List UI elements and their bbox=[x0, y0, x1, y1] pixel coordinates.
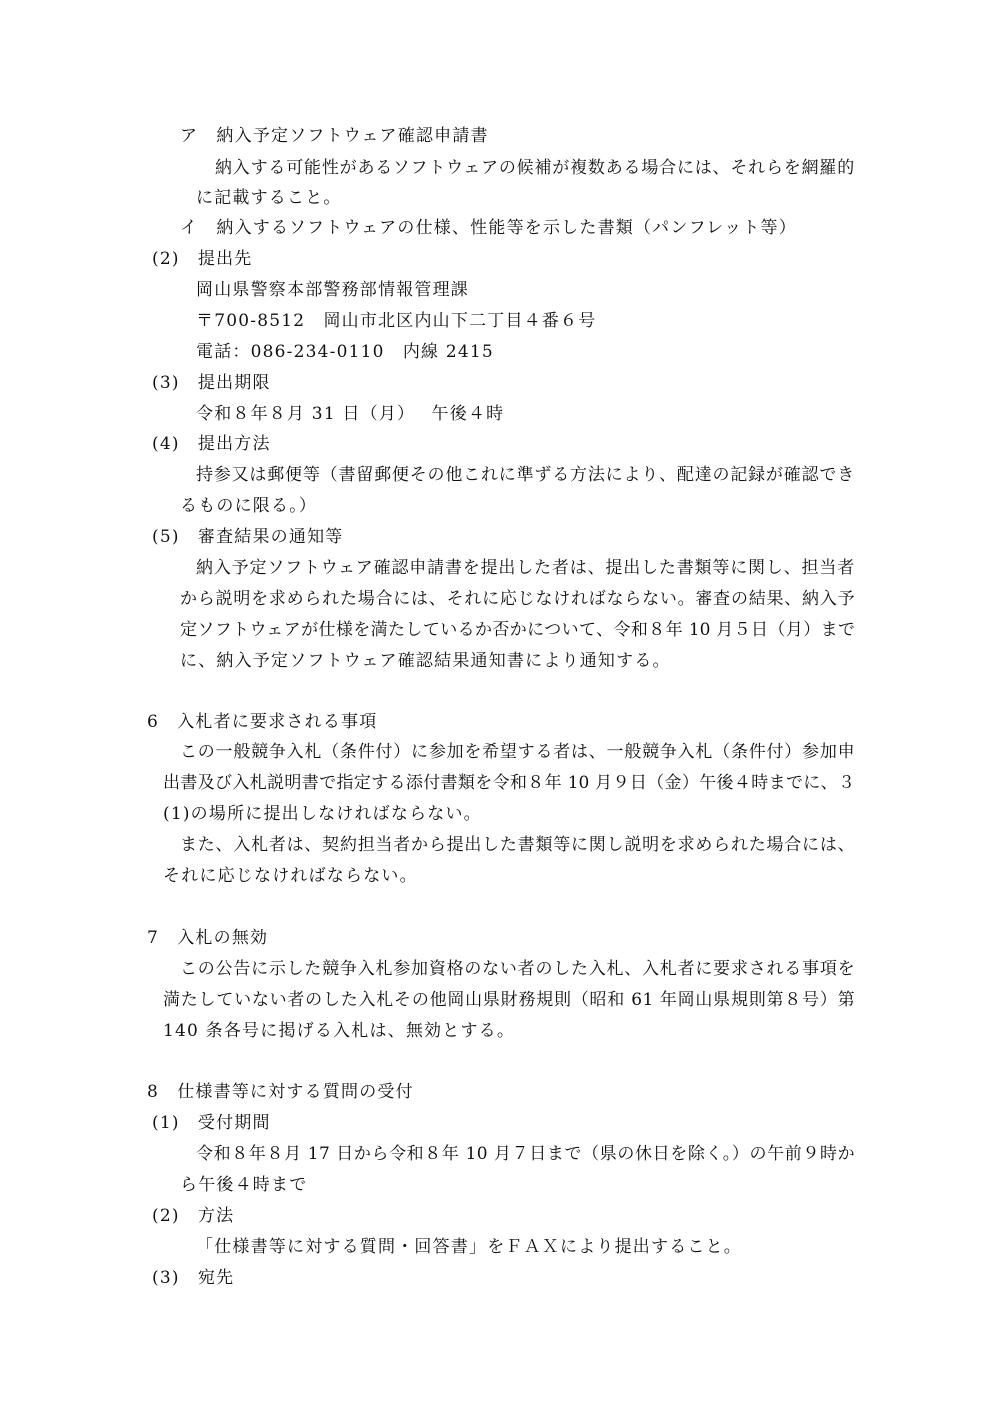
item-a-heading: ア 納入予定ソフトウェア確認申請書 bbox=[180, 126, 489, 146]
submission-office: 岡山県警察本部警務部情報管理課 bbox=[196, 280, 469, 300]
section-6-body-line: 出書及び入札説明書で指定する添付書類を令和８年 10 月９日（金）午後４時までに、３ bbox=[163, 773, 855, 793]
section-6-body-line: また、入札者は、契約担当者から提出した書類等に関し説明を求められた場合には、 bbox=[180, 835, 855, 855]
item-a-body-line: 納入する可能性があるソフトウェアの候補が複数ある場合には、それらを網羅的 bbox=[215, 158, 855, 178]
submission-address: 〒700-8512 岡山市北区内山下二丁目４番６号 bbox=[196, 311, 597, 331]
review-result-line: から説明を求められた場合には、それに応じなければならない。審査の結果、納入予 bbox=[180, 589, 855, 609]
item-a-body-line: に記載すること。 bbox=[196, 188, 342, 208]
submission-deadline: 令和８年８月 31 日（月） 午後４時 bbox=[196, 404, 505, 424]
submission-method-line: 持参又は郵便等（書留郵便その他これに準ずる方法により、配達の記録が確認でき bbox=[196, 465, 855, 485]
section-6-body-line: (1)の場所に提出しなければならない。 bbox=[163, 804, 482, 824]
review-result-line: に、納入予定ソフトウェア確認結果通知書により通知する。 bbox=[180, 651, 671, 671]
subsection-8-3-heading: (3) 宛先 bbox=[152, 1268, 235, 1288]
review-result-line: 納入予定ソフトウェア確認申請書を提出した者は、提出した書類等に関し、担当者 bbox=[196, 558, 855, 578]
subsection-4-heading: (4) 提出方法 bbox=[152, 434, 271, 454]
subsection-8-1-heading: (1) 受付期間 bbox=[152, 1113, 271, 1133]
question-period-line: 令和８年８月 17 日から令和８年 10 月７日まで（県の休日を除く。）の午前９時か bbox=[196, 1144, 855, 1164]
section-6-heading: 6 入札者に要求される事項 bbox=[147, 712, 378, 732]
section-8-heading: 8 仕様書等に対する質問の受付 bbox=[147, 1082, 414, 1102]
subsection-5-heading: (5) 審査結果の通知等 bbox=[152, 527, 344, 547]
section-7-body-line: この公告に示した競争入札参加資格のない者のした入札、入札者に要求される事項を bbox=[180, 959, 855, 979]
section-6-body-line: この一般競争入札（条件付）に参加を希望する者は、一般競争入札（条件付）参加申 bbox=[180, 742, 855, 762]
submission-method-line: るものに限る。） bbox=[180, 496, 318, 516]
submission-phone: 電話：086-234-0110 内線 2415 bbox=[196, 342, 494, 362]
review-result-line: 定ソフトウェアが仕様を満たしているか否かについて、令和８年 10 月５日（月）まで bbox=[180, 620, 855, 640]
subsection-3-heading: (3) 提出期限 bbox=[152, 373, 271, 393]
subsection-8-2-heading: (2) 方法 bbox=[152, 1206, 235, 1226]
section-6-body-line: それに応じなければならない。 bbox=[163, 866, 418, 886]
section-7-body-line: 満たしていない者のした入札その他岡山県財務規則（昭和 61 年岡山県規則第８号）第 bbox=[163, 990, 855, 1010]
question-method: 「仕様書等に対する質問・回答書」をＦＡＸにより提出すること。 bbox=[196, 1237, 742, 1257]
question-period-line: ら午後４時まで bbox=[180, 1175, 308, 1195]
item-i-heading: イ 納入するソフトウェアの仕様、性能等を示した書類（パンフレット等） bbox=[180, 218, 797, 238]
section-7-body-line: 140 条各号に掲げる入札は、無効とする。 bbox=[163, 1021, 516, 1041]
subsection-2-heading: (2) 提出先 bbox=[152, 249, 253, 269]
section-7-heading: 7 入札の無効 bbox=[147, 928, 269, 948]
